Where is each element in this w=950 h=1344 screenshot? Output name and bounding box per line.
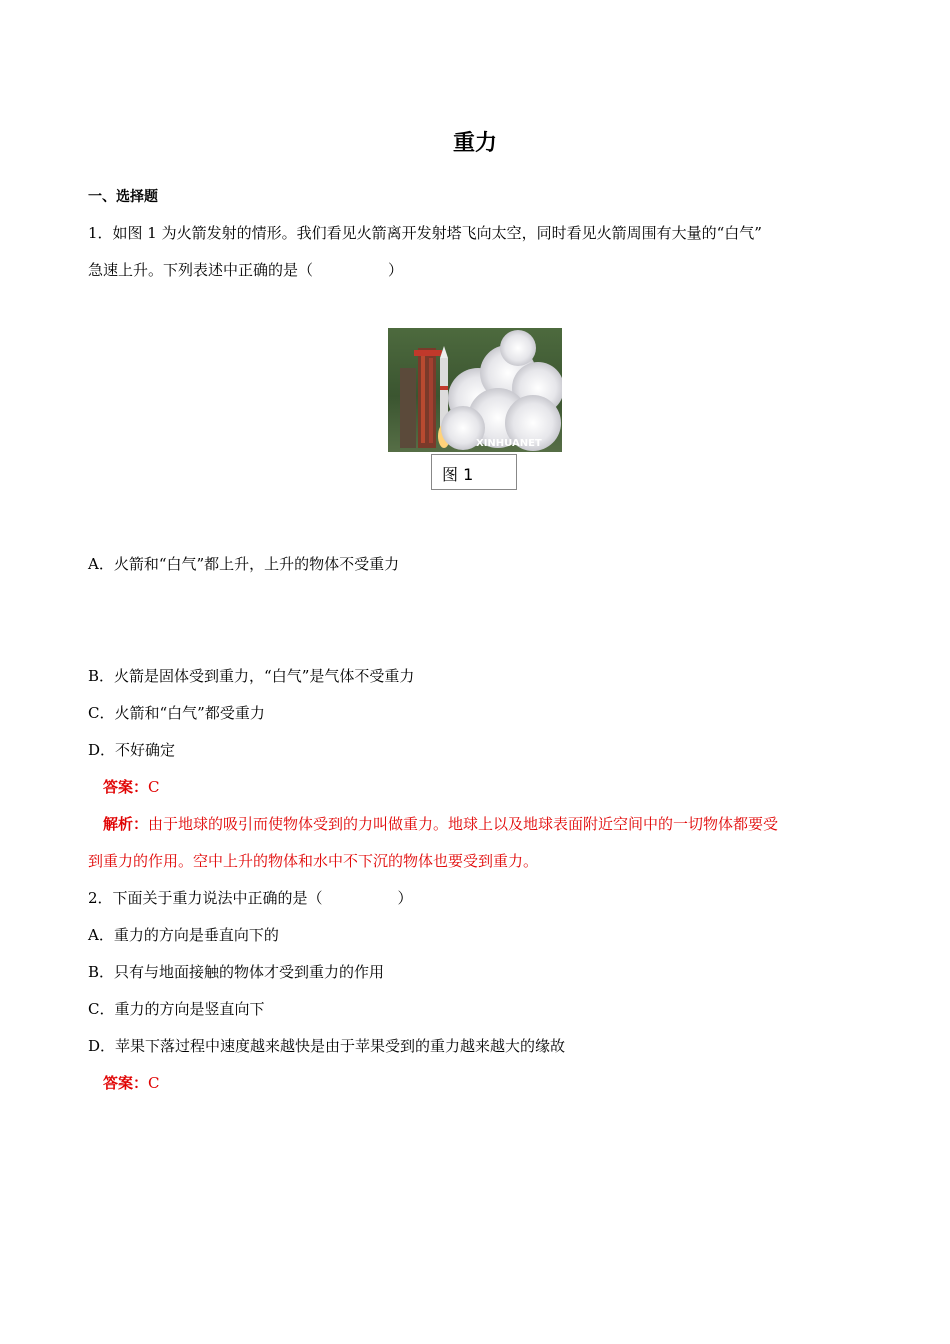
q2-answer: [103, 1073, 160, 1093]
rocket-launch-illustration: [388, 328, 562, 452]
rocket-launch-photo: [388, 328, 562, 452]
q2-stem: 2．下面关于重力说法中正确的是（ ）: [88, 889, 413, 907]
q1-option-c: C．火箭和“白气”都受重力: [88, 704, 265, 722]
section-heading: 一、选择题: [88, 189, 158, 205]
watermark-text: XINHUANET: [476, 438, 542, 449]
q1-answer-label: 答案：: [103, 778, 149, 796]
q1-analysis-label: 解析：: [103, 815, 149, 833]
q1-option-b: B．火箭是固体受到重力，“白气”是气体不受重力: [88, 667, 415, 685]
q2-option-c: C．重力的方向是竖直向下: [88, 1000, 265, 1018]
q1-analysis-line2: 到重力的作用。空中上升的物体和水中不下沉的物体也要受到重力。: [88, 852, 539, 870]
q1-option-d: D．不好确定: [88, 741, 176, 759]
q2-option-d: D．苹果下落过程中速度越来越快是由于苹果受到的重力越来越大的缘故: [88, 1037, 566, 1055]
q1-answer: [103, 777, 160, 797]
q1-analysis-text1: 由于地球的吸引而使物体受到的力叫做重力。地球上以及地球表面附近空间中的一切物体都要受: [148, 815, 779, 833]
page-title: 重力: [452, 131, 497, 156]
q2-answer-label: 答案：: [103, 1074, 149, 1092]
q1-option-a: A．火箭和“白气”都上升，上升的物体不受重力: [88, 555, 400, 573]
q1-stem-line1: 1．如图 1 为火箭发射的情形。我们看见火箭离开发射塔飞向太空，同时看见火箭周围有大量的“白气”: [88, 224, 762, 242]
q2-answer-value: C: [148, 1074, 160, 1092]
q2-option-a: A．重力的方向是垂直向下的: [88, 926, 279, 944]
q1-analysis-line1: [103, 814, 778, 834]
figure-caption: 图 1: [442, 465, 474, 484]
q1-stem-line2: 急速上升。下列表述中正确的是（ ）: [88, 261, 404, 279]
q2-option-b: B．只有与地面接触的物体才受到重力的作用: [88, 963, 385, 981]
q1-answer-value: C: [148, 778, 160, 796]
figure-caption-box: [431, 454, 517, 490]
